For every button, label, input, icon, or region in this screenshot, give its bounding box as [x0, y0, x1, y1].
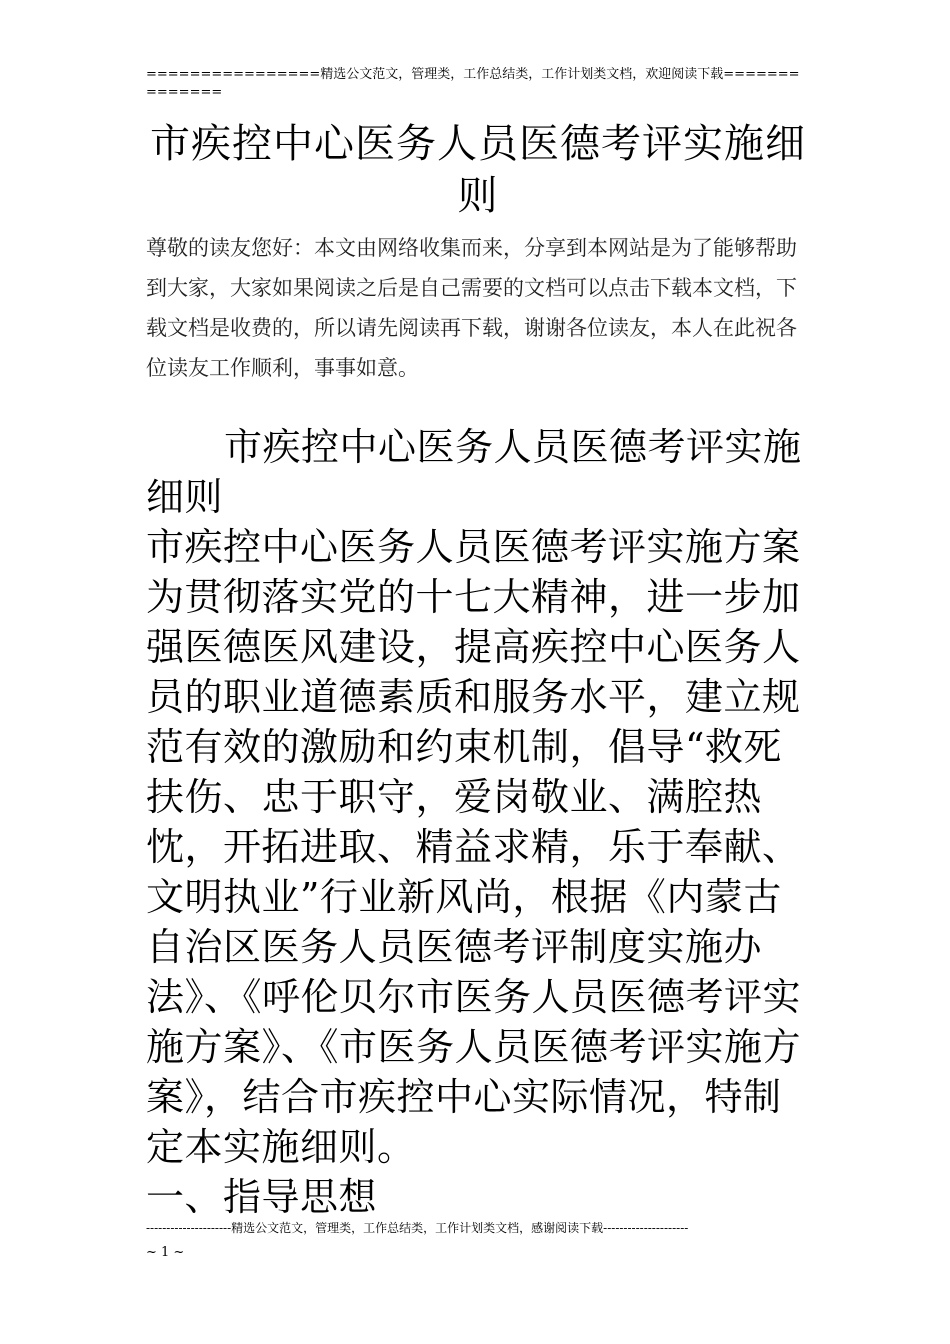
document-title: 市疾控中心医务人员医德考评实施细则: [150, 121, 806, 219]
paragraph-plan-title: 市疾控中心医务人员医德考评实施方案: [146, 525, 801, 569]
section-heading-guiding-ideology: 一、指导思想: [146, 1175, 378, 1219]
body-title: 市疾控中心医务人员医德考评实施细则: [146, 425, 802, 519]
paragraph-intro: 为贯彻落实党的十七大精神，进一步加强医德医风建设，提高疾控中心医务人员的职业道德素质和服务水平，建立规范有效的激励和约束机制，倡导“救死扶伤、忠于职守，爱岗敬业、满腔热忱，开拓进取、精益求精，乐于奉献、文明执业”行业新风尚，根据《内蒙古自治区医务人员医德考评制度实施办法》、《呼伦贝尔市医务人员医德考评实施方案》、《市医务人员医德考评实施方案》，结合市疾控中心实际情况，特制定本实施细则。: [146, 575, 802, 1169]
header-banner: ================精选公文范文，管理类，工作总结类，工作计划类文档，欢迎阅读下载==============: [146, 67, 800, 100]
document-body: [146, 422, 810, 1222]
page-number: ~ 1 ~: [146, 1245, 185, 1260]
greeting-paragraph: 尊敬的读友您好：本文由网络收集而来，分享到本网站是为了能够帮助到大家，大家如果阅读之后是自己需要的文档可以点击下载本文档，下载文档是收费的，所以请先阅读再下载，谢谢各位读友，本人在此祝各位读友工作顺利，事事如意。: [146, 236, 797, 380]
footer-banner: ---------------------精选公文范文，管理类，工作总结类，工作计划类文档，感谢阅读下载---------------------: [146, 1221, 689, 1235]
